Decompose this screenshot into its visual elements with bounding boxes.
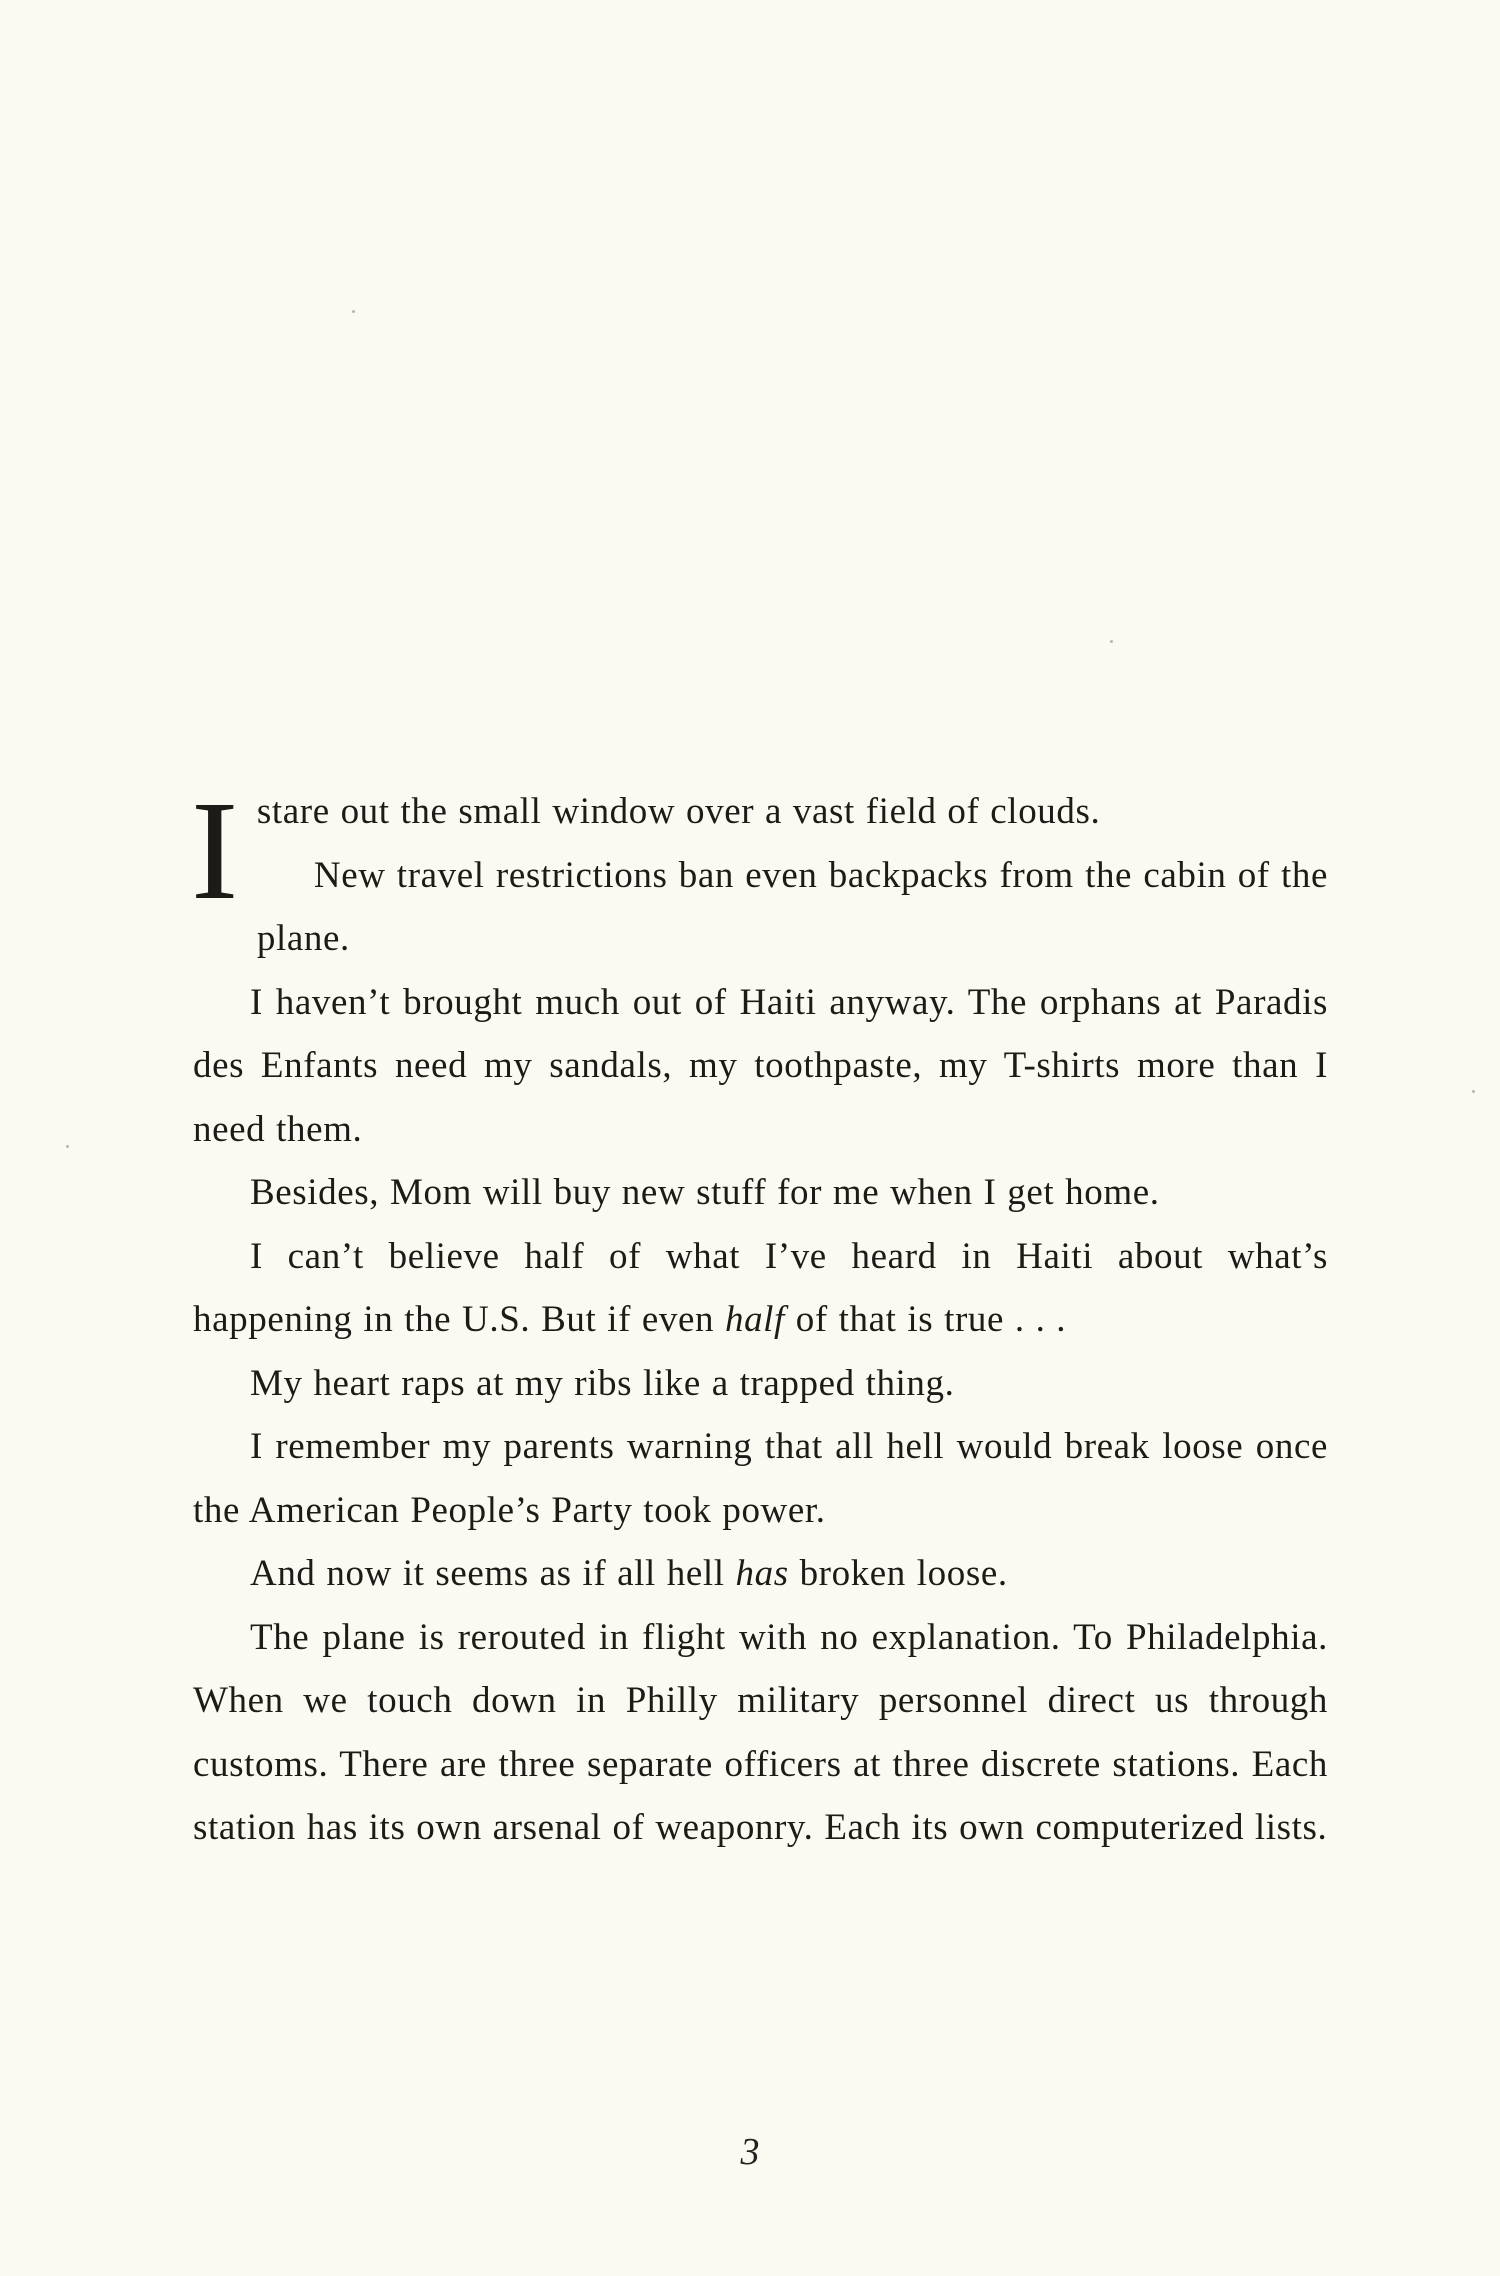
- paragraph: Besides, Mom will buy new stuff for me when I get home.: [250, 1172, 1160, 1213]
- paragraph: New travel restrictions ban even backpacks from the cabin of the plane.: [256, 854, 1328, 959]
- paragraph: I remember my parents warning that all hell would break loose once the American People’s Party took power.: [193, 1426, 1328, 1531]
- drop-cap: I: [191, 771, 239, 929]
- paragraph-text: of that is true . . .: [784, 1299, 1067, 1340]
- paper-speck: [352, 310, 355, 313]
- paper-speck: [1110, 640, 1113, 643]
- emphasis: has: [735, 1553, 789, 1594]
- paragraph: The plane is rerouted in flight with no explanation. To Philadelphia. When we touch down in Philly military personnel direct us through customs. There are three separate officers at three discrete stations. Each station has its own arsenal of weaponry. Each its own computerized lists.: [193, 1616, 1328, 1848]
- page-number: 3: [740, 2131, 760, 2173]
- paper-speck: [66, 1145, 69, 1148]
- paragraph: My heart raps at my ribs like a trapped thing.: [250, 1362, 955, 1404]
- paragraph-text: broken loose.: [788, 1553, 1008, 1594]
- paragraph-text: stare out the small window over a vast field of clouds.: [256, 791, 1101, 832]
- body-text: [191, 771, 1328, 1860]
- paragraph: [193, 1225, 1328, 1352]
- paragraph: [193, 1542, 1328, 1606]
- paragraph: I haven’t brought much out of Haiti anyway. The orphans at Paradis des Enfants need my sandals, my toothpaste, my T-shirts more than I need them.: [193, 981, 1328, 1150]
- emphasis: half: [724, 1299, 785, 1340]
- paper-speck: [1472, 1090, 1475, 1093]
- paragraph-text: And now it seems as if all hell: [250, 1553, 736, 1594]
- paragraph-text: I can’t believe half of what I’ve heard in Haiti about what’s happening in the U.S. But if even: [193, 1235, 1328, 1340]
